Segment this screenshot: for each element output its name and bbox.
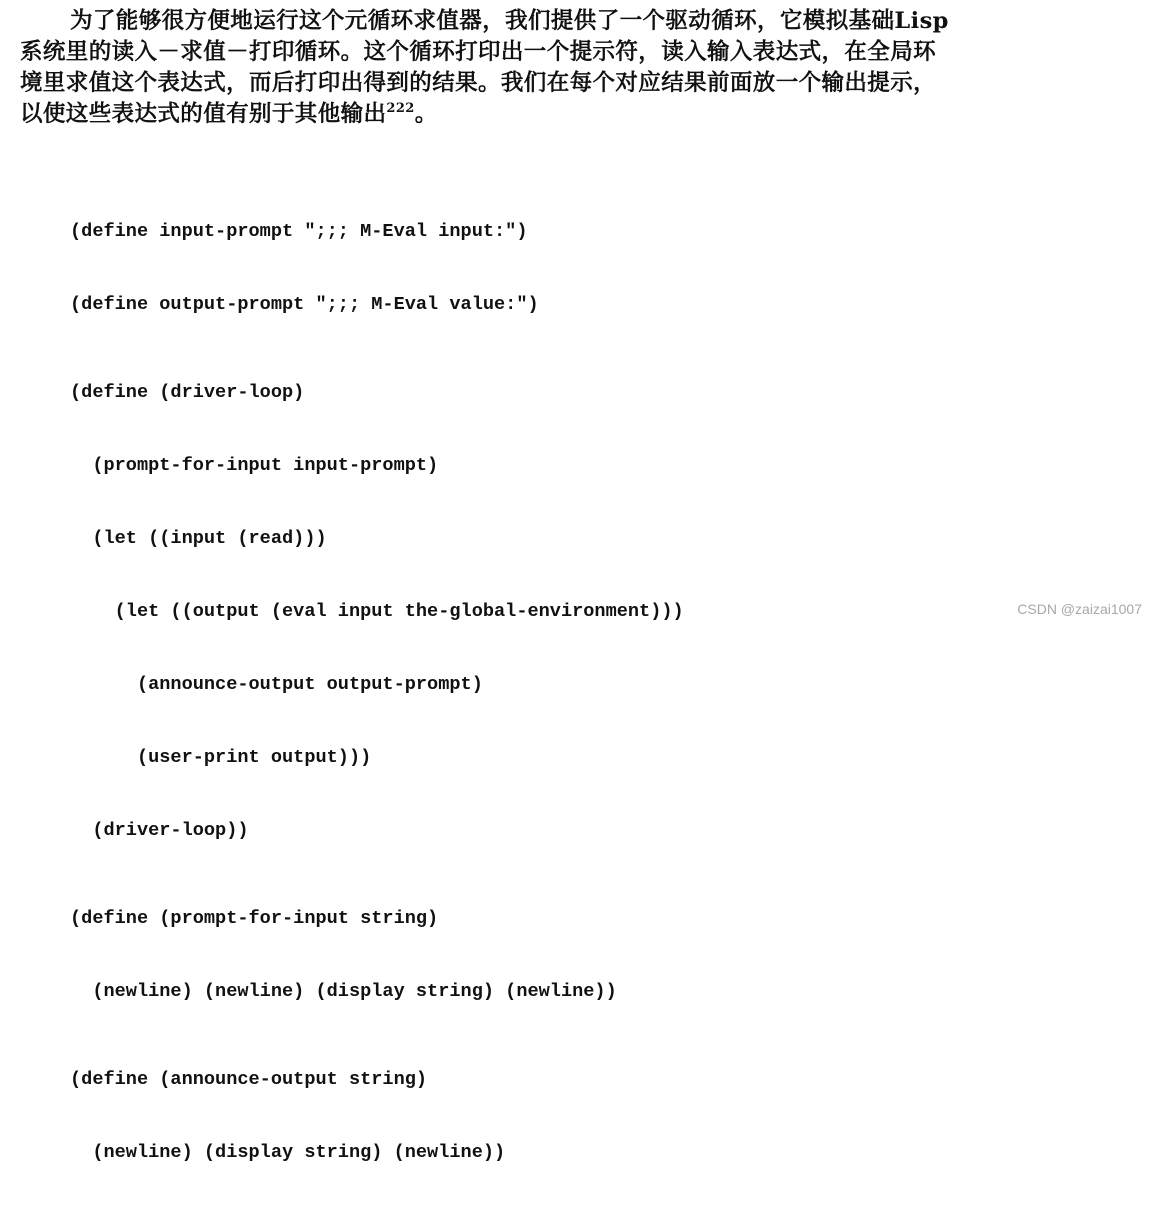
end-punctuation: 。 — [414, 101, 438, 127]
code-line: (user-print output))) — [70, 747, 372, 768]
footnote-marker: 222 — [386, 101, 415, 116]
code-line: (define (announce-output string) — [70, 1069, 428, 1090]
paragraph-last-line — [20, 99, 1130, 130]
paragraph-line: 系统里的读入－求值－打印循环。这个循环打印出一个提示符，读入输入表达式，在全局环 — [20, 39, 937, 65]
code-block — [70, 174, 684, 1210]
paragraph-line: 境里求值这个表达式，而后打印出得到的结果。我们在每个对应结果前面放一个输出提示， — [20, 70, 937, 96]
code-line: (let ((input (read))) — [70, 528, 327, 549]
paragraph-line-text: 以使这些表达式的值有别于其他输出 — [20, 101, 387, 127]
code-line: (define (driver-loop) — [70, 382, 305, 403]
code-line: (define (prompt-for-input string) — [70, 908, 439, 929]
paragraph-line: 为了能够很方便地运行这个元循环求值器，我们提供了一个驱动循环，它模拟基础Lisp — [70, 8, 949, 34]
code-line: (let ((output (eval input the-global-environment))) — [70, 601, 684, 622]
code-line: (announce-output output-prompt) — [70, 674, 483, 695]
code-line: (newline) (newline) (display string) (newline)) — [70, 981, 617, 1002]
code-line: (driver-loop)) — [70, 820, 249, 841]
code-line: (newline) (display string) (newline)) — [70, 1142, 506, 1163]
code-line: (define output-prompt ";;; M-Eval value:") — [70, 294, 539, 315]
body-paragraph — [20, 6, 1130, 130]
code-line: (define input-prompt ";;; M-Eval input:") — [70, 221, 528, 242]
code-line: (prompt-for-input input-prompt) — [70, 455, 439, 476]
watermark-text: CSDN @zaizai1007 — [1017, 601, 1142, 617]
